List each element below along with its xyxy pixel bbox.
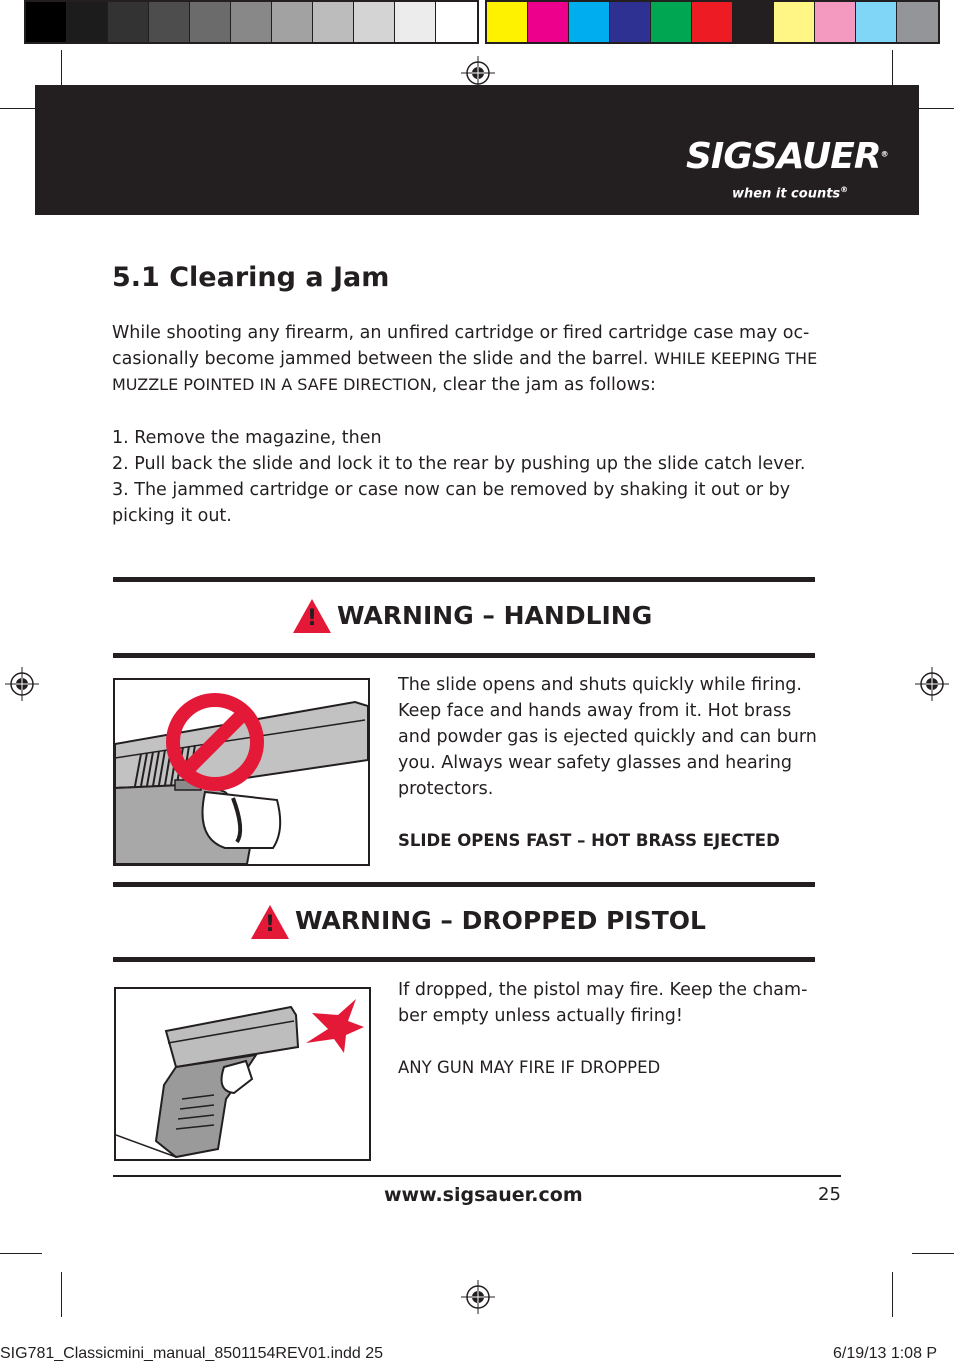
registration-mark-icon [461,1280,495,1314]
dropped-pistol-drawing [116,989,369,1159]
color-swatch [692,2,733,42]
page-number: 25 [818,1184,841,1205]
logo-tagline: when it counts® [732,185,849,202]
intro-paragraph: While shooting any firearm, an unfired cartridge or fired cartridge case may oc-casionally become jammed between the slide and the barrel. WHILE KEEPING THE MUZZLE POINTED IN A SAFE DIRECTION, clear the jam as follows: [112,323,818,395]
crop-mark [61,1272,62,1317]
website-link[interactable]: www.sigsauer.com [384,1184,583,1206]
section-divider [113,957,815,962]
color-swatch [733,2,774,42]
footer-divider [113,1175,841,1177]
sig-sauer-logo [686,136,888,177]
intro-caps-text: WHILE KEEPING THE MUZZLE POINTED IN A SAFE DIRECTION [112,349,818,394]
warning-handling-callout: SLIDE OPENS FAST – HOT BRASS EJECTED [398,831,780,850]
color-swatch [651,2,692,42]
logo-sauer-text: SAUER [751,136,881,177]
color-swatch [231,2,272,42]
step-list [112,425,828,529]
color-swatch [774,2,815,42]
step-item: 2. Pull back the slide and lock it to the rear by pushing up the slide catch lever. [112,454,806,474]
color-swatch [26,2,67,42]
logo-registered-mark: ® [880,149,888,159]
date-stamp: 6/19/13 1:08 P [833,1345,938,1362]
color-swatch [815,2,856,42]
crop-mark [0,1253,42,1254]
warning-dropped-callout: ANY GUN MAY FIRE IF DROPPED [398,1058,661,1077]
color-swatch [395,2,436,42]
section-divider [113,577,815,582]
pistol-slide-illustration [113,678,370,866]
process-color-bar [485,0,940,44]
logo-sig-text: SIG [686,136,752,177]
color-swatch [108,2,149,42]
crop-mark [912,1253,954,1254]
warning-exclamation-mark: ! [306,606,318,631]
color-swatch [436,2,477,42]
warning-handling-body: The slide opens and shuts quickly while firing. Keep face and hands away from it. Hot brass and powder gas is ejected quickly and can burn you. Always wear safety glasses and hearing protectors. [398,675,817,799]
step-item: 1. Remove the magazine, then [112,428,382,448]
color-swatch [487,2,528,42]
color-swatch [149,2,190,42]
warning-exclamation-mark: ! [264,912,276,937]
section-title: 5.1 Clearing a Jam [112,262,390,293]
warning-dropped-title: WARNING – DROPPED PISTOL [295,906,706,935]
grayscale-color-bar [24,0,479,44]
color-swatch [897,2,938,42]
registration-mark-icon [915,667,949,701]
color-swatch [528,2,569,42]
step-item: 3. The jammed cartridge or case now can be removed by shaking it out or by picking it out. [112,480,791,526]
color-swatch [569,2,610,42]
color-swatch [313,2,354,42]
registration-mark-icon [5,667,39,701]
color-swatch [354,2,395,42]
file-slug: SIG781_Classicmini_manual_8501154REV01.indd 25 [0,1345,384,1362]
section-divider [113,653,815,658]
color-swatch [190,2,231,42]
warning-dropped-body: If dropped, the pistol may fire. Keep the cham-ber empty unless actually firing! [398,980,808,1026]
section-divider [113,882,815,887]
crop-mark [892,1272,893,1317]
warning-handling-title: WARNING – HANDLING [337,601,653,630]
color-swatch [272,2,313,42]
color-swatch [610,2,651,42]
pistol-slide-drawing [115,680,368,864]
dropped-pistol-illustration [114,987,371,1161]
color-swatch [856,2,897,42]
color-swatch [67,2,108,42]
